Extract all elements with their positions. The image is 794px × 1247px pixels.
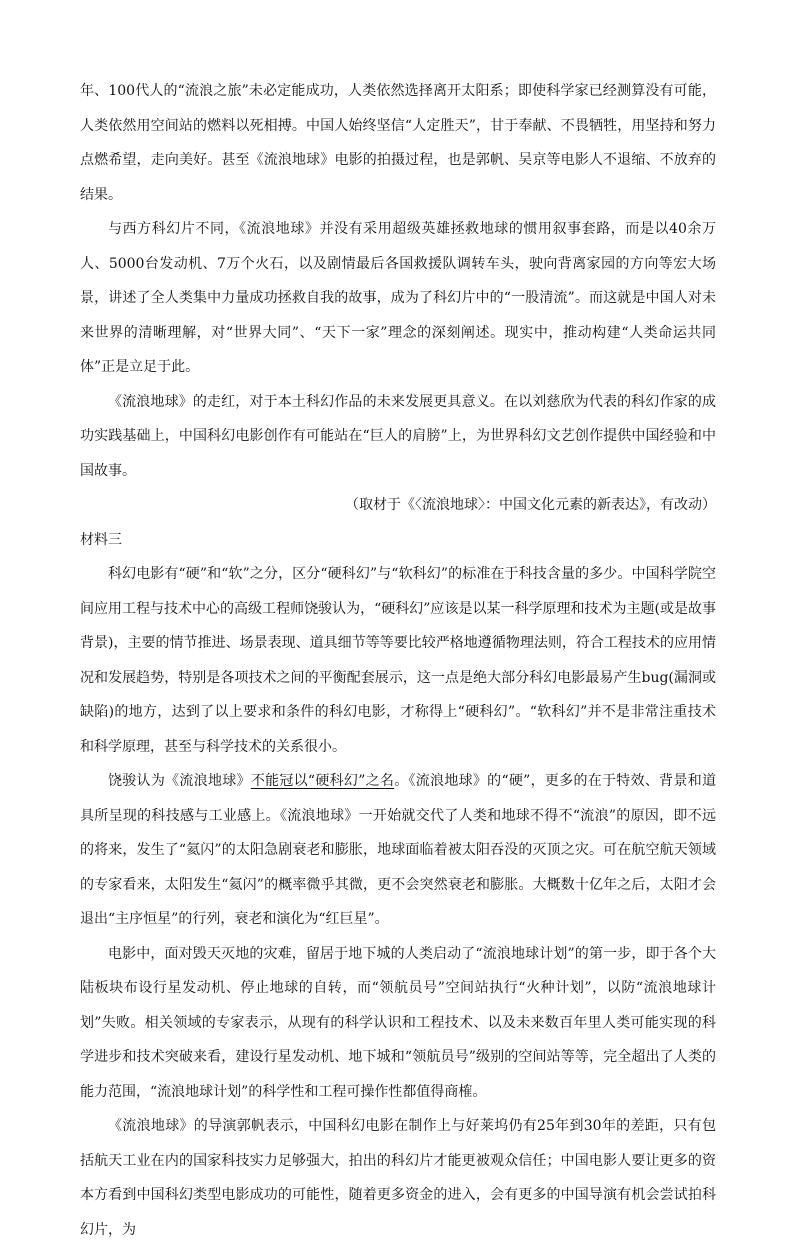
section-heading-material-3: 材料三 [80, 531, 122, 548]
text-segment: 。《流浪地球》的“硬”，更多的在于特效、背景和道具所呈现的科技感与工业感上。《流浪地球》一开始就交代了人类和地球不得不“流浪”的原因，即不远的将来，发生了“氦闪”的太阳急剧衰老和膨胀，地球面临着被太阳吞没的灭顶之灾。可在航空航天领域的专家看来，太阳发生“氦闪”的概率微乎其微，更不会突然衰老和膨胀。大概数十亿年之后，太阳才会退出“主序恒星”的行列，衰老和演化为“红巨星”。 [80, 773, 716, 927]
paragraph-wandering-earth-plan: 电影中，面对毁天灭地的灾难，留居于地下城的人类启动了“流浪地球计划”的第一步，即于各个大陆板块布设行星发动机、停止地球的自转，而“领航员号”空间站执行“火种计划”，以防“流浪地球计划”失败。相关领域的专家表示，从现有的科学认识和工程技术、以及未来数百年里人类可能实现的科学进步和技术突破来看，建设行星发动机、地下城和“领航员号”级别的空间站等等，完全超出了人类的能力范围，“流浪地球计划”的科学性和工程可操作性都值得商榷。 [80, 945, 716, 1100]
paragraph-not-hard-scifi [80, 764, 716, 937]
paragraph-continuation: 年、100代人的“流浪之旅”未必定能成功，人类依然选择离开太阳系；即使科学家已经测算没有可能，人类依然用空间站的燃料以死相搏。中国人始终坚信“人定胜天”，甘于奉献、不畏牺牲，用坚持和努力点燃希望，走向美好。甚至《流浪地球》电影的拍摄过程，也是郭帆、吴京等电影人不退缩、不放弃的结果。 [80, 83, 716, 203]
paragraph-hard-soft-scifi: 科幻电影有“硬”和“软”之分，区分“硬科幻”与“软科幻”的标准在于科技含量的多少。中国科学院空间应用工程与技术中心的高级工程师饶骏认为，“硬科幻”应该是以某一科学原理和技术为主题(或是故事背景)，主要的情节推进、场景表现、道具细节等等要比较严格地遵循物理法则，符合工程技术的应用情况和发展趋势，特别是各项技术之间的平衡配套展示，这一点是绝大部分科幻电影最易产生bug(漏洞或缺陷)的地方，达到了以上要求和条件的科幻电影，才称得上“硬科幻”。“软科幻”并不是非常注重技术和科学原理，甚至与科学技术的关系很小。 [80, 566, 716, 755]
source-citation: （取材于《〈流浪地球〉：中国文化元素的新表达》，有改动） [345, 497, 716, 513]
paragraph-western-scifi-comparison: 与西方科幻片不同，《流浪地球》并没有采用超级英雄拯救地球的惯用叙事套路，而是以40余万人、5000台发动机、7万个火石，以及剧情最后各国救援队调转车头，驶向背离家园的方向等宏大场景，讲述了全人类集中力量成功拯救自我的故事，成为了科幻片中的“一股清流”。而这就是中国人对未来世界的清晰理解，对“世界大同”、“天下一家”理念的深刻阐述。现实中，推动构建“人类命运共同体”正是立足于此。 [80, 221, 716, 375]
underlined-phrase: 不能冠以“硬科幻”之名 [250, 773, 395, 789]
paragraph-local-scifi-significance: 《流浪地球》的走红，对于本土科幻作品的未来发展更具意义。在以刘慈欣为代表的科幻作家的成功实践基础上，中国科幻电影创作有可能站在“巨人的肩膀”上，为世界科幻文艺创作提供中国经验和中国故事。 [80, 393, 716, 479]
paragraph-director-statement: 《流浪地球》的导演郭帆表示，中国科幻电影在制作上与好莱坞仍有25年到30年的差距，只有包括航天工业在内的国家科技实力足够强大，拍出的科幻片才能更被观众信任；中国电影人要让更多的资本方看到中国科幻类型电影成功的可能性，随着更多资金的进入，会有更多的中国导演有机会尝试拍科幻片，为 [80, 1118, 716, 1238]
document-body [80, 74, 716, 1247]
text-segment: 饶骏认为《流浪地球》 [108, 773, 251, 789]
